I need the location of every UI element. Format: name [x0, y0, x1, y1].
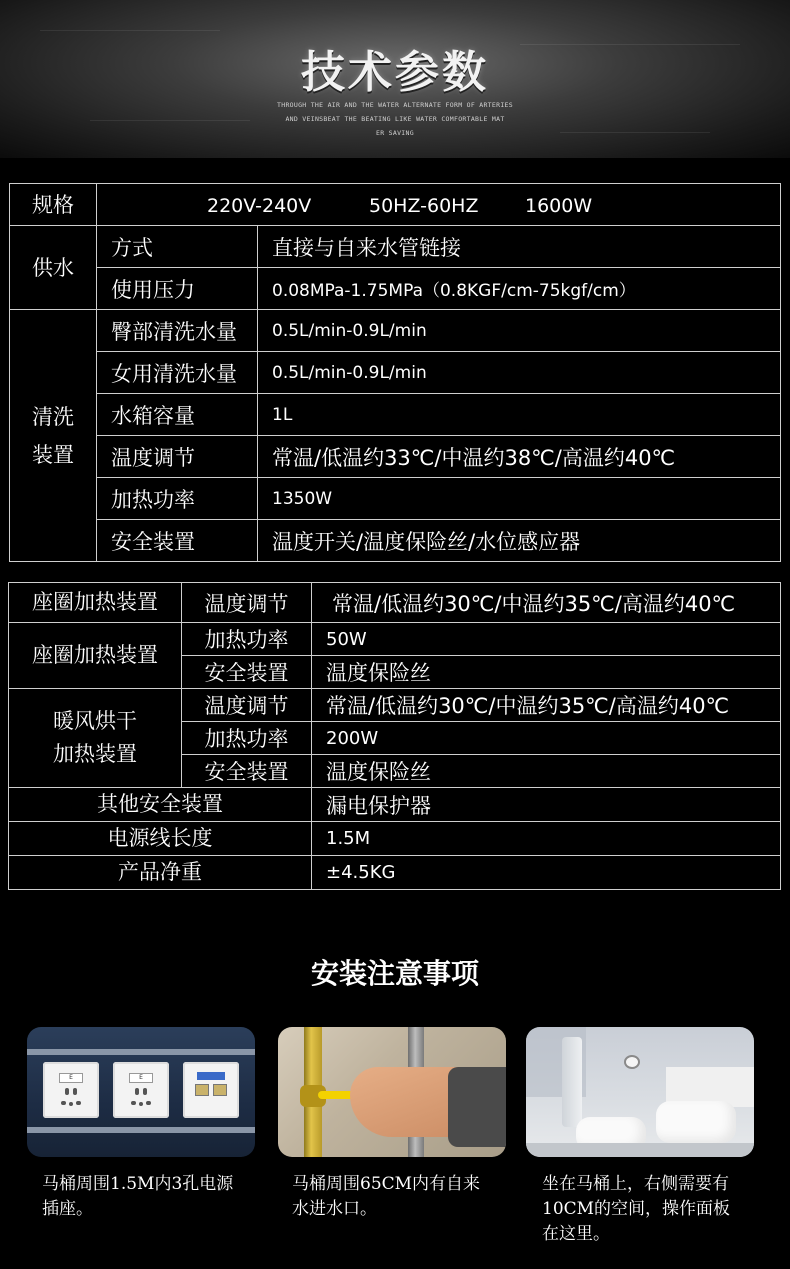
category-line: 暖风烘干 [53, 709, 137, 733]
table-row [10, 184, 781, 226]
row-value: 常温/低温约30℃/中温约35℃/高温约40℃ [312, 689, 781, 722]
wall-rail [27, 1127, 255, 1133]
category-line: 装置 [32, 442, 74, 467]
row-label: 使用压力 [97, 268, 258, 310]
category-wash [10, 310, 97, 562]
table-row [10, 478, 781, 520]
power-socket-icon: E [113, 1062, 169, 1118]
note-line: 10CM的空间，操作面板 [542, 1199, 731, 1219]
toilet-paper-icon [624, 1055, 640, 1069]
category-line: 加热装置 [53, 742, 137, 766]
note-line: 坐在马桶上，右侧需要有 [542, 1174, 729, 1194]
page-title: 技术参数 [301, 47, 489, 98]
socket-photo [27, 1027, 255, 1157]
note-line: 马桶周围65CM内有自来 [292, 1174, 481, 1194]
row-value: 温度保险丝 [312, 755, 781, 788]
row-value: ±4.5KG [312, 856, 781, 890]
power-socket-icon: E [43, 1062, 99, 1118]
row-value: 50W [312, 623, 781, 656]
install-note [292, 1172, 480, 1222]
spec-label: 规格 [10, 184, 97, 226]
install-note [42, 1172, 233, 1222]
category-line: 清洗 [32, 404, 74, 429]
row-label: 产品净重 [9, 856, 312, 890]
table-row [10, 310, 781, 352]
row-value: 1.5M [312, 822, 781, 856]
row-label: 温度调节 [182, 583, 312, 623]
note-line: 在这里。 [542, 1224, 610, 1244]
table-row [9, 623, 781, 656]
category-water: 供水 [10, 226, 97, 310]
network-socket-icon [183, 1062, 239, 1118]
row-label: 加热功率 [97, 478, 258, 520]
row-label: 女用清洗水量 [97, 352, 258, 394]
row-value: 漏电保护器 [312, 788, 781, 822]
row-label: 电源线长度 [9, 822, 312, 856]
row-value: 温度开关/温度保险丝/水位感应器 [258, 520, 781, 562]
row-value: 0.08MPa-1.75MPa（0.8KGF/cm-75kgf/cm） [258, 268, 781, 310]
note-line: 插座。 [42, 1199, 93, 1219]
row-value: 200W [312, 722, 781, 755]
row-value: 0.5L/min-0.9L/min [258, 310, 781, 352]
table-row [10, 352, 781, 394]
header-subtitle [270, 98, 520, 140]
table-row [9, 788, 781, 822]
table-row [10, 520, 781, 562]
row-label: 水箱容量 [97, 394, 258, 436]
subtitle-line: AND VEINSBEAT THE BEATING LIKE WATER COMFORTABLE MAT [285, 115, 505, 123]
row-value: 1L [258, 394, 781, 436]
row-label: 安全装置 [182, 656, 312, 689]
spec-voltage: 220V-240V [207, 194, 312, 217]
row-label: 温度调节 [97, 436, 258, 478]
row-value: 常温/低温约30℃/中温约35℃/高温约40℃ [312, 583, 781, 623]
header-banner [0, 0, 790, 158]
spec-values-cell [97, 184, 781, 226]
spec-frequency: 50HZ-60HZ [369, 194, 479, 217]
toilet-bowl [656, 1101, 736, 1143]
spec-table-heating [8, 582, 781, 890]
table-row [10, 226, 781, 268]
row-label: 安全装置 [182, 755, 312, 788]
row-label: 加热功率 [182, 623, 312, 656]
row-label: 臀部清洗水量 [97, 310, 258, 352]
subtitle-line: THROUGH THE AIR AND THE WATER ALTERNATE FORM OF ARTERIES [277, 101, 513, 109]
row-value: 温度保险丝 [312, 656, 781, 689]
install-section-title: 安装注意事项 [310, 957, 479, 990]
install-note [542, 1172, 730, 1247]
wall-rail [27, 1049, 255, 1055]
row-label: 其他安全装置 [9, 788, 312, 822]
row-label: 安全装置 [97, 520, 258, 562]
category-warm-air-dryer [9, 689, 182, 788]
towel [562, 1037, 582, 1127]
row-label: 温度调节 [182, 689, 312, 722]
row-value: 1350W [258, 478, 781, 520]
bathroom-photo [526, 1027, 754, 1157]
category-seat-heating: 座圈加热装置 [9, 583, 182, 623]
subtitle-line: ER SAVING [376, 129, 414, 137]
sleeve [448, 1067, 506, 1147]
note-line: 水进水口。 [292, 1199, 377, 1219]
table-row [10, 268, 781, 310]
water-valve-photo [278, 1027, 506, 1157]
row-label: 加热功率 [182, 722, 312, 755]
table-row [9, 856, 781, 890]
note-line: 马桶周围1.5M内3孔电源 [42, 1174, 234, 1194]
table-row [9, 583, 781, 623]
spec-power: 1600W [525, 194, 593, 217]
table-row [10, 394, 781, 436]
spec-table-main [9, 183, 781, 562]
table-row [10, 436, 781, 478]
floor [526, 1143, 754, 1157]
row-value: 直接与自来水管链接 [258, 226, 781, 268]
row-value: 0.5L/min-0.9L/min [258, 352, 781, 394]
table-row [9, 689, 781, 722]
category-seat-heating: 座圈加热装置 [9, 623, 182, 689]
row-label: 方式 [97, 226, 258, 268]
table-row [9, 822, 781, 856]
row-value: 常温/低温约33℃/中温约38℃/高温约40℃ [258, 436, 781, 478]
